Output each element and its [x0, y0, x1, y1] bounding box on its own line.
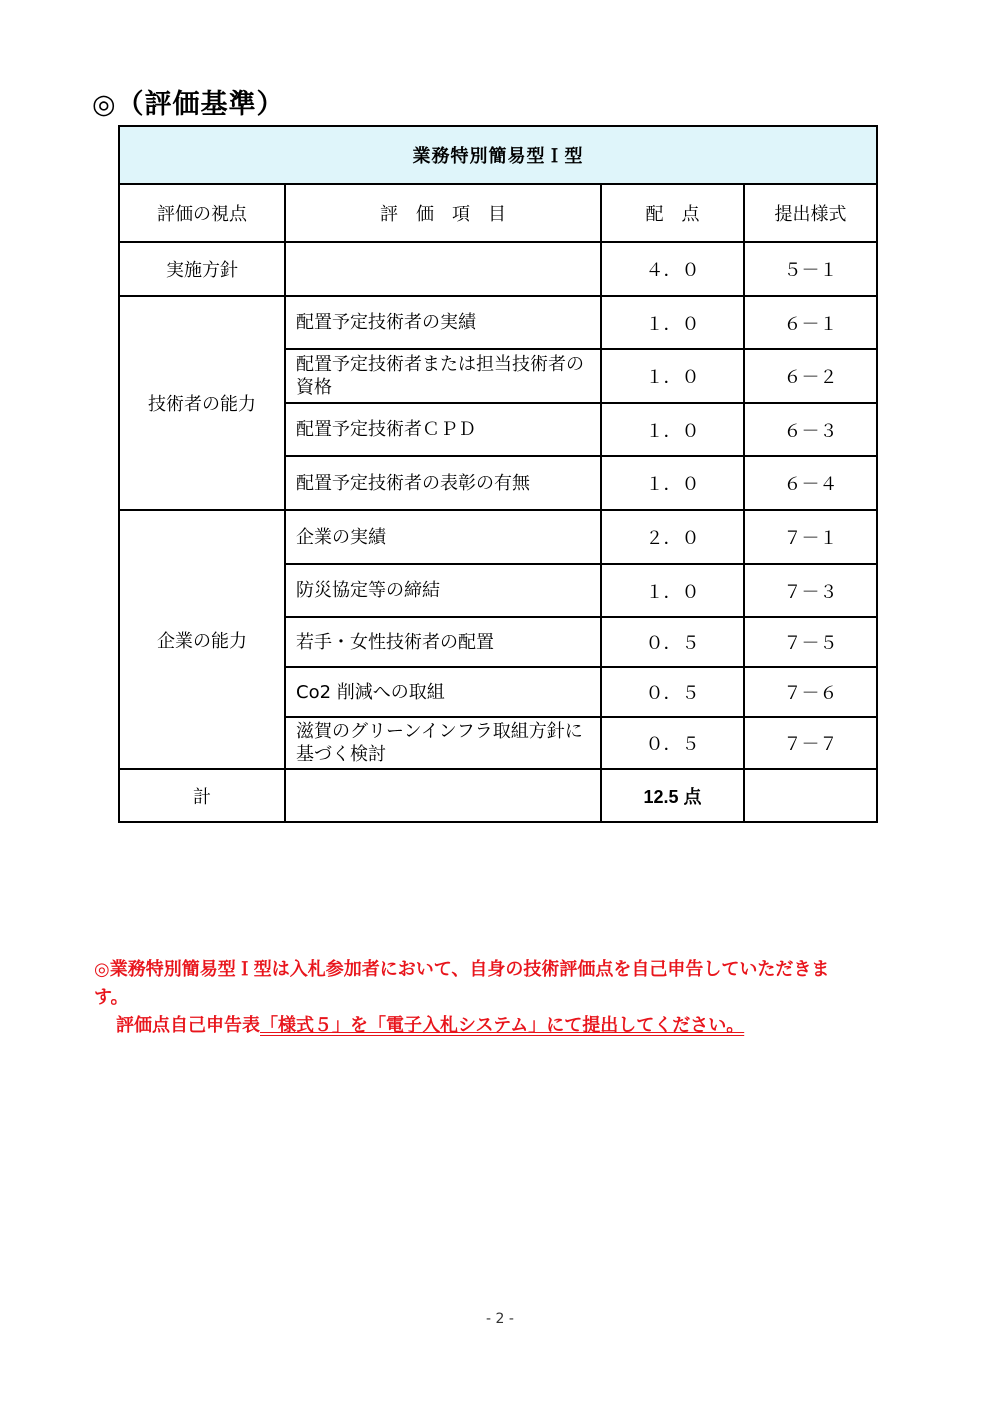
table-header-row	[119, 184, 877, 242]
viewpoint-cell: 技術者の能力	[119, 296, 285, 510]
points-cell: ０．５	[601, 717, 744, 769]
page-heading: ◎（評価基準）	[92, 89, 285, 120]
points-cell: １．０	[601, 564, 744, 617]
form-cell: ７－６	[744, 667, 877, 717]
item-cell: 配置予定技術者の表彰の有無	[285, 456, 601, 510]
points-cell: ０．５	[601, 667, 744, 717]
item-cell: 若手・女性技術者の配置	[285, 617, 601, 667]
header-points: 配 点	[601, 184, 744, 242]
form-cell: ６－２	[744, 349, 877, 403]
total-points: 12.5 点	[601, 769, 744, 822]
form-cell: ７－３	[744, 564, 877, 617]
total-label: 計	[119, 769, 285, 822]
form-cell: ７－５	[744, 617, 877, 667]
viewpoint-cell: 実施方針	[119, 242, 285, 296]
form-cell: ６－４	[744, 456, 877, 510]
notice-submission-instruction: 「様式５」を「電子入札システム」にて提出してください。	[260, 1015, 745, 1036]
notice-line-2: す。	[94, 987, 129, 1008]
header-item: 評 価 項 目	[285, 184, 601, 242]
item-cell: 防災協定等の締結	[285, 564, 601, 617]
points-cell: １．０	[601, 296, 744, 349]
viewpoint-cell: 企業の能力	[119, 510, 285, 769]
form-cell: ７－１	[744, 510, 877, 564]
total-empty-cell	[285, 769, 601, 822]
notice-form-name: 評価点自己申告表	[116, 1015, 260, 1036]
self-declaration-notice	[94, 956, 914, 1040]
header-viewpoint: 評価の視点	[119, 184, 285, 242]
table-row	[119, 510, 877, 564]
item-cell: 企業の実績	[285, 510, 601, 564]
notice-line-3	[94, 1012, 914, 1040]
points-cell: ０．５	[601, 617, 744, 667]
item-cell	[285, 242, 601, 296]
table-total-row	[119, 769, 877, 822]
header-form: 提出様式	[744, 184, 877, 242]
item-cell: 配置予定技術者の実績	[285, 296, 601, 349]
item-cell: 配置予定技術者または担当技術者の資格	[285, 349, 601, 403]
form-cell: ５－１	[744, 242, 877, 296]
points-cell: ２．０	[601, 510, 744, 564]
form-cell: ６－１	[744, 296, 877, 349]
item-cell: 滋賀のグリーンインフラ取組方針に基づく検討	[285, 717, 601, 769]
table-row	[119, 242, 877, 296]
table-title: 業務特別簡易型Ｉ型	[119, 126, 877, 184]
page-number: - 2 -	[486, 1311, 514, 1327]
notice-line-1: ◎業務特別簡易型Ｉ型は入札参加者において、自身の技術評価点を自己申告していただきま	[94, 959, 830, 980]
total-form-empty-cell	[744, 769, 877, 822]
points-cell: ４．０	[601, 242, 744, 296]
evaluation-criteria-table	[118, 125, 878, 823]
form-cell: ６－３	[744, 403, 877, 456]
item-cell: 配置予定技術者ＣＰＤ	[285, 403, 601, 456]
points-cell: １．０	[601, 403, 744, 456]
table-row	[119, 296, 877, 349]
form-cell: ７－７	[744, 717, 877, 769]
points-cell: １．０	[601, 349, 744, 403]
points-cell: １．０	[601, 456, 744, 510]
item-cell: Co2 削減への取組	[285, 667, 601, 717]
